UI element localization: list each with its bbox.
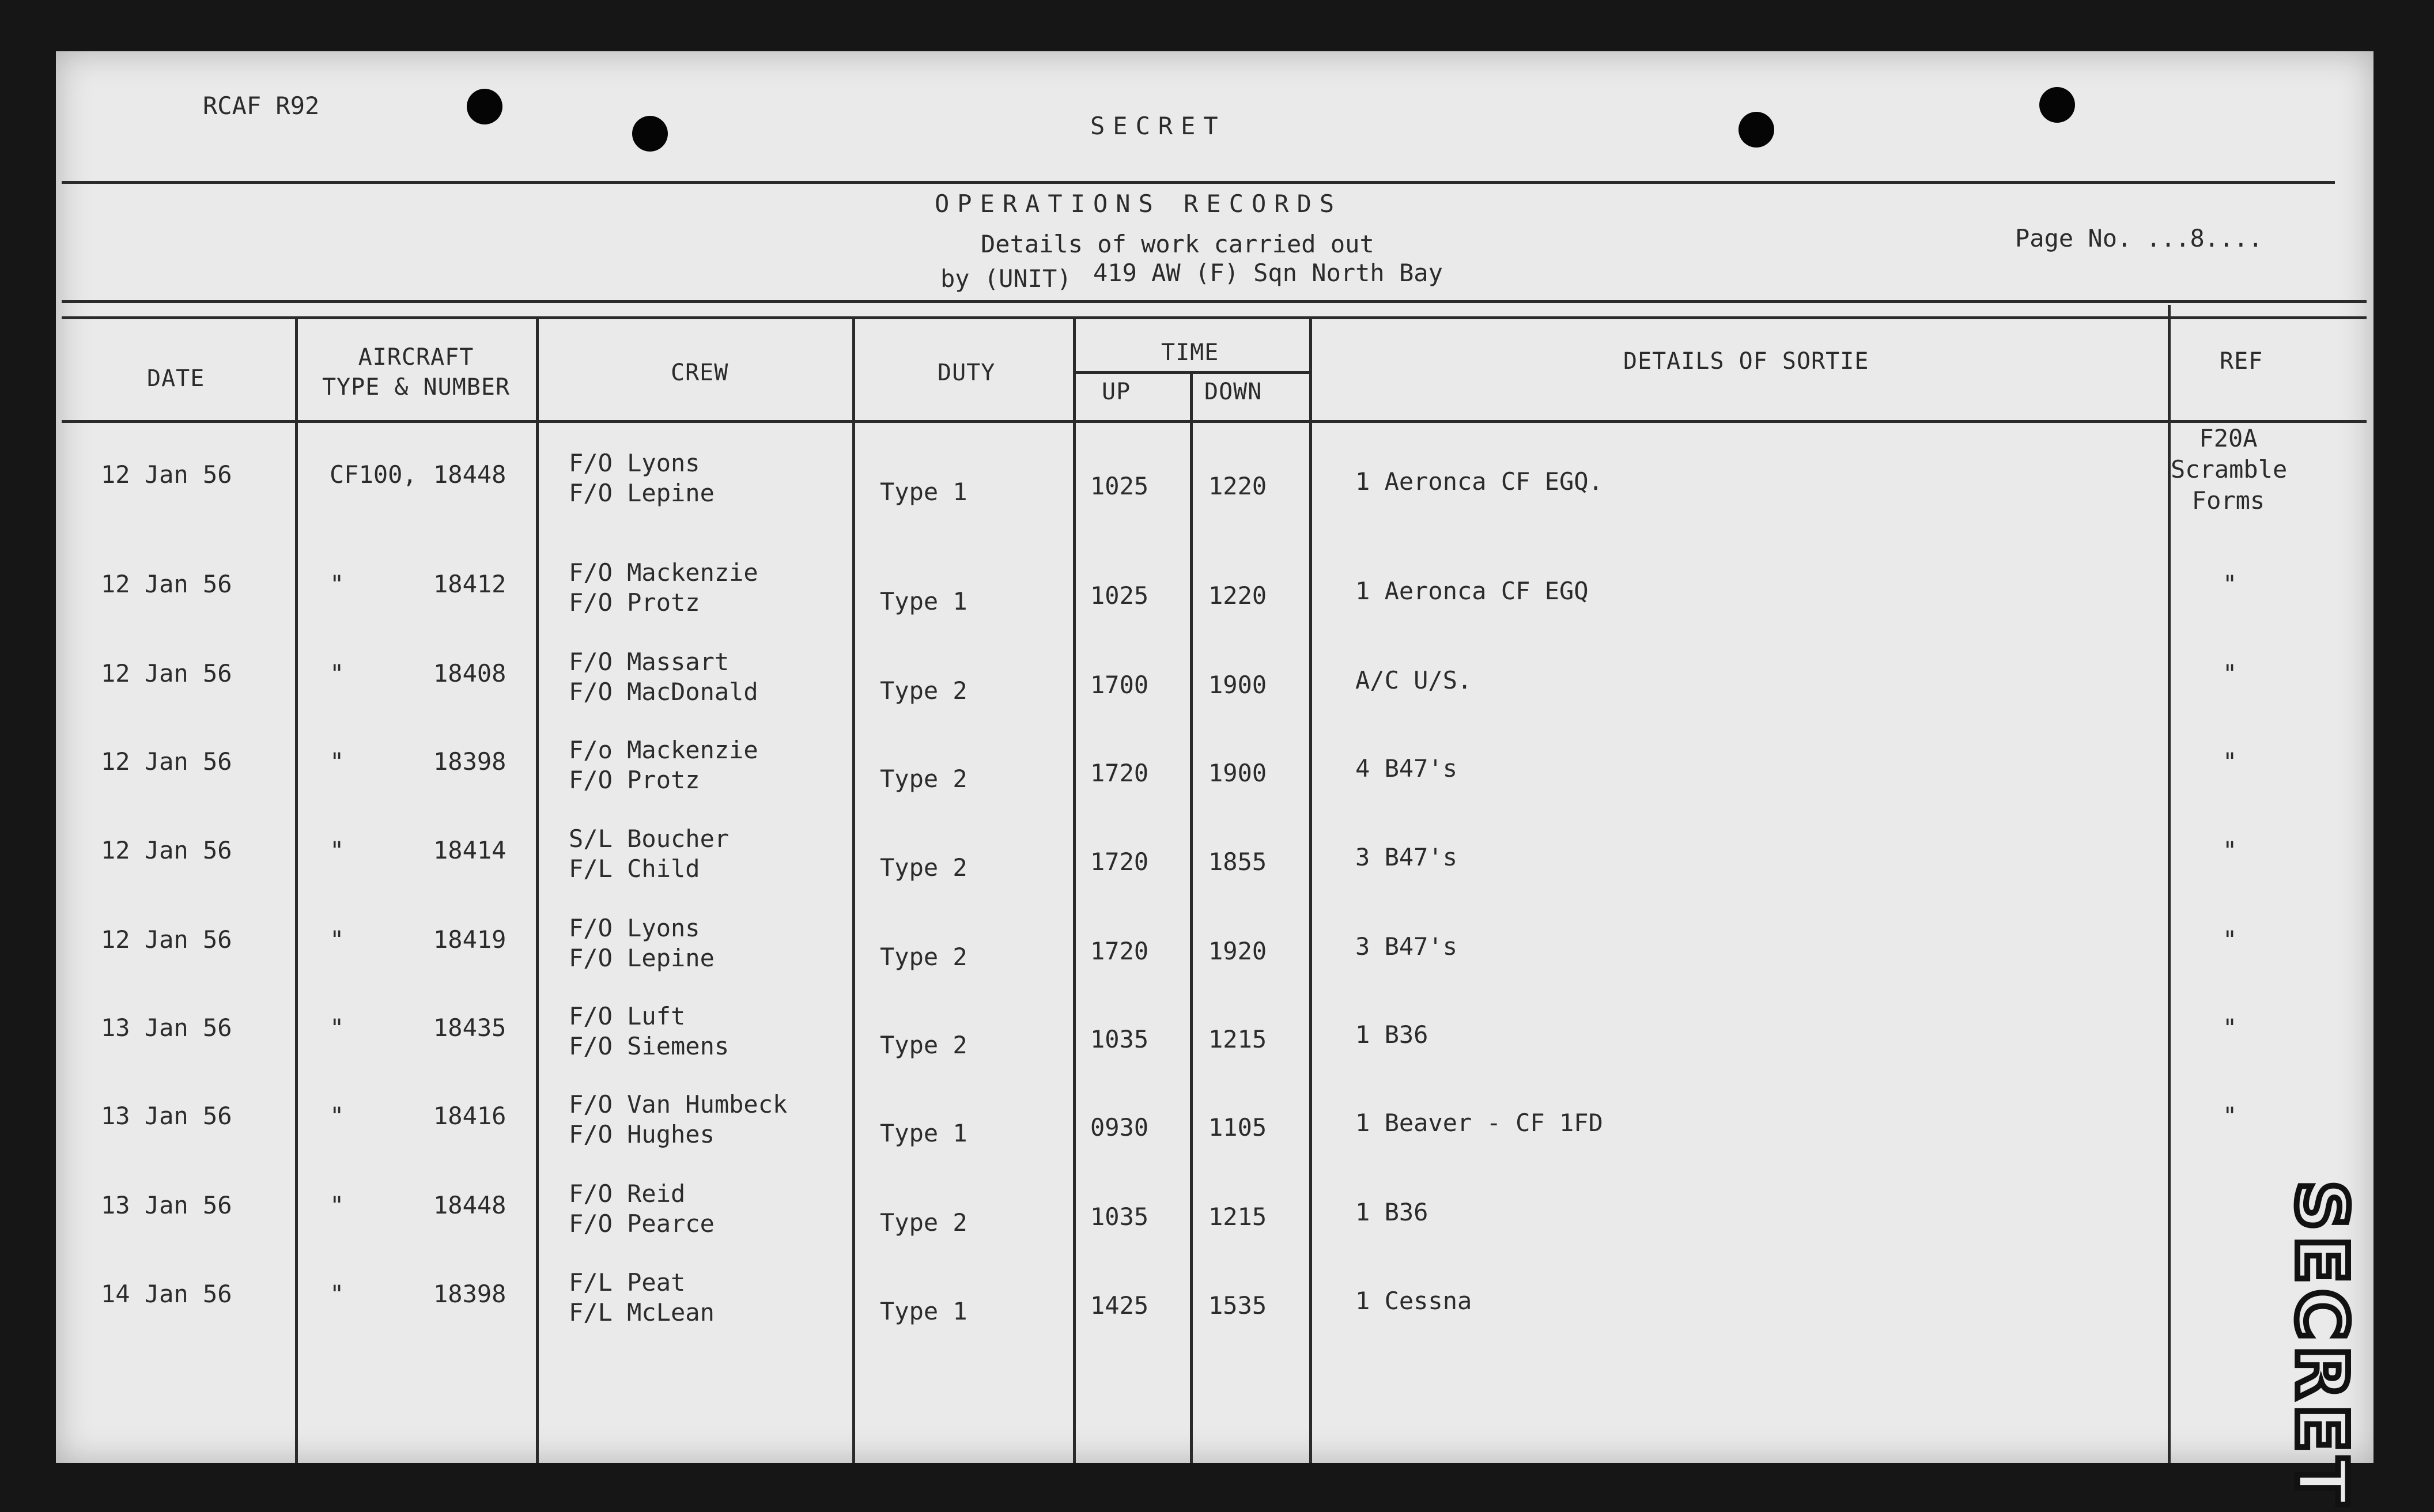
cell-time-down: 1855 — [1208, 848, 1267, 876]
secret-stamp-text: SECRET — [2281, 1181, 2361, 1511]
cell-time-down: 1105 — [1208, 1113, 1267, 1141]
header-aircraft-line2: TYPE & NUMBER — [322, 374, 511, 400]
cell-time-down: 1215 — [1208, 1203, 1267, 1231]
cell-time-up: 0930 — [1090, 1113, 1149, 1141]
table-header-rule — [62, 420, 2367, 423]
cell-crew-1: F/o Mackenzie — [569, 736, 758, 764]
cell-aircraft-number: 18416 — [433, 1102, 507, 1130]
cell-ref: " — [2223, 1102, 2238, 1130]
punch-hole — [632, 116, 668, 152]
cell-date: 12 Jan 56 — [101, 659, 232, 687]
punch-hole — [2039, 87, 2075, 123]
cell-date: 13 Jan 56 — [101, 1191, 232, 1219]
cell-aircraft-type: " — [330, 925, 345, 954]
cell-duty: Type 1 — [880, 1297, 967, 1325]
operations-record-page — [56, 51, 2373, 1511]
cell-time-up: 1035 — [1090, 1203, 1149, 1231]
header-duty: DUTY — [938, 360, 996, 386]
cell-details: 1 Aeronca CF EGQ — [1355, 577, 1589, 605]
divider — [62, 300, 2367, 303]
cell-duty: Type 1 — [880, 1119, 967, 1147]
cell-aircraft-type: " — [330, 836, 345, 864]
cell-duty: Type 2 — [880, 853, 967, 882]
ref-note-line: Forms — [2191, 486, 2265, 515]
ref-note — [2171, 423, 2286, 516]
cell-aircraft-type: " — [330, 570, 345, 598]
cell-date: 12 Jan 56 — [101, 747, 232, 776]
cell-aircraft-number: 18448 — [433, 1191, 507, 1219]
cell-time-down: 1920 — [1208, 937, 1267, 965]
unit-label: by (UNIT) — [940, 264, 1072, 293]
cell-date: 12 Jan 56 — [101, 570, 232, 598]
header-date: DATE — [147, 365, 205, 392]
cell-aircraft-type: " — [330, 1191, 345, 1219]
cell-details: 1 Aeronca CF EGQ. — [1355, 467, 1603, 496]
cell-time-up: 1425 — [1090, 1291, 1149, 1320]
cell-crew-2: F/O Hughes — [569, 1120, 715, 1148]
cell-date: 12 Jan 56 — [101, 925, 232, 954]
cell-time-up: 1720 — [1090, 848, 1149, 876]
cell-details: 1 Beaver - CF 1FD — [1355, 1109, 1603, 1137]
cell-crew-1: F/O Mackenzie — [569, 558, 758, 587]
cell-time-down: 1900 — [1208, 759, 1267, 787]
cell-ref: " — [2223, 925, 2238, 954]
column-rule — [1309, 316, 1312, 1463]
cell-aircraft-type: " — [330, 1102, 345, 1130]
column-rule — [852, 316, 855, 1463]
cell-aircraft-number: 18408 — [433, 659, 507, 687]
cell-aircraft-number: 18414 — [433, 836, 507, 864]
page-number-label: Page No. ... — [2015, 224, 2190, 252]
cell-details: 4 B47's — [1355, 754, 1458, 783]
cell-details: 1 B36 — [1355, 1198, 1428, 1226]
page-number-trail: .... — [2204, 224, 2263, 252]
cell-crew-2: F/O Lepine — [569, 479, 715, 507]
cell-time-up: 1700 — [1090, 671, 1149, 699]
cell-aircraft-type: " — [330, 1014, 345, 1042]
cell-duty: Type 2 — [880, 1031, 967, 1059]
cell-time-down: 1220 — [1208, 581, 1267, 610]
page-title: OPERATIONS RECORDS — [935, 190, 1343, 218]
cell-duty: Type 2 — [880, 1208, 967, 1237]
cell-crew-2: F/O Lepine — [569, 944, 715, 972]
header-details: DETAILS OF SORTIE — [1623, 348, 1869, 375]
cell-details: A/C U/S. — [1355, 666, 1472, 694]
cell-duty: Type 2 — [880, 765, 967, 793]
punch-hole — [467, 89, 502, 124]
cell-date: 12 Jan 56 — [101, 836, 232, 864]
column-rule — [536, 316, 539, 1463]
classification-heading: SECRET — [1090, 112, 1226, 140]
cell-crew-2: F/O Pearce — [569, 1209, 715, 1238]
cell-ref: " — [2223, 659, 2238, 687]
cell-date: 12 Jan 56 — [101, 460, 232, 489]
cell-ref: " — [2223, 1014, 2238, 1042]
cell-duty: Type 1 — [880, 478, 967, 506]
cell-time-down: 1900 — [1208, 671, 1267, 699]
cell-crew-1: F/O Luft — [569, 1002, 686, 1030]
cell-aircraft-type: " — [330, 747, 345, 776]
cell-duty: Type 2 — [880, 943, 967, 971]
cell-duty: Type 1 — [880, 587, 967, 615]
cell-details: 3 B47's — [1355, 932, 1458, 961]
cell-crew-2: F/O Protz — [569, 588, 700, 617]
page-number: 8 — [2190, 224, 2205, 252]
cell-crew-2: F/O Siemens — [569, 1032, 730, 1060]
column-rule — [1190, 371, 1193, 1463]
cell-aircraft-number: 18435 — [433, 1014, 507, 1042]
header-ref: REF — [2220, 348, 2263, 375]
page-subtitle: Details of work carried out — [981, 230, 1374, 258]
cell-crew-1: F/O Lyons — [569, 449, 700, 477]
ref-note-line: F20A — [2199, 424, 2258, 452]
cell-crew-1: F/O Reid — [569, 1180, 686, 1208]
cell-aircraft-number: 18419 — [433, 925, 507, 954]
cell-crew-2: F/L McLean — [569, 1298, 715, 1326]
unit-value: 419 AW (F) Sqn North Bay — [1093, 259, 1443, 287]
cell-crew-1: S/L Boucher — [569, 825, 730, 853]
header-time: TIME — [1161, 339, 1219, 366]
cell-aircraft-type: " — [330, 659, 345, 687]
cell-time-up: 1025 — [1090, 472, 1149, 500]
page-number-field — [2015, 224, 2263, 252]
cell-time-down: 1220 — [1208, 472, 1267, 500]
form-code: RCAF R92 — [203, 92, 320, 120]
cell-time-up: 1720 — [1090, 759, 1149, 787]
column-rule — [295, 316, 298, 1463]
header-aircraft-line1: AIRCRAFT — [358, 344, 474, 371]
column-rule — [1073, 316, 1076, 1463]
cell-time-down: 1215 — [1208, 1025, 1267, 1053]
cell-date: 13 Jan 56 — [101, 1014, 232, 1042]
cell-aircraft-number: 18412 — [433, 570, 507, 598]
cell-aircraft-number: 18398 — [433, 747, 507, 776]
cell-time-up: 1035 — [1090, 1025, 1149, 1053]
cell-details: 3 B47's — [1355, 843, 1458, 871]
header-down: DOWN — [1204, 379, 1263, 405]
cell-aircraft-number: 18448 — [433, 460, 507, 489]
ref-note-line: Scramble — [2171, 455, 2288, 483]
cell-ref: " — [2223, 747, 2238, 776]
table-top-rule — [62, 316, 2367, 319]
cell-time-up: 1025 — [1090, 581, 1149, 610]
cell-aircraft-type: " — [330, 1280, 345, 1308]
header-crew: CREW — [671, 360, 729, 386]
cell-crew-1: F/O Lyons — [569, 914, 700, 942]
secret-stamp — [2280, 1181, 2372, 1511]
cell-ref: " — [2223, 836, 2238, 864]
cell-crew-1: F/O Massart — [569, 648, 730, 676]
cell-crew-2: F/O MacDonald — [569, 678, 758, 706]
cell-crew-2: F/L Child — [569, 855, 700, 883]
divider — [62, 181, 2335, 184]
header-aircraft — [298, 342, 534, 402]
cell-date: 14 Jan 56 — [101, 1280, 232, 1308]
cell-ref: " — [2223, 570, 2238, 598]
cell-date: 13 Jan 56 — [101, 1102, 232, 1130]
header-up: UP — [1102, 379, 1131, 405]
cell-duty: Type 2 — [880, 676, 967, 705]
cell-time-down: 1535 — [1208, 1291, 1267, 1320]
cell-aircraft-number: 18398 — [433, 1280, 507, 1308]
punch-hole — [1738, 112, 1774, 148]
cell-details: 1 B36 — [1355, 1020, 1428, 1049]
cell-crew-1: F/L Peat — [569, 1268, 686, 1296]
cell-crew-2: F/O Protz — [569, 766, 700, 794]
cell-details: 1 Cessna — [1355, 1287, 1472, 1315]
cell-crew-1: F/O Van Humbeck — [569, 1090, 788, 1118]
cell-time-up: 1720 — [1090, 937, 1149, 965]
cell-aircraft-type: CF100, — [330, 460, 417, 489]
